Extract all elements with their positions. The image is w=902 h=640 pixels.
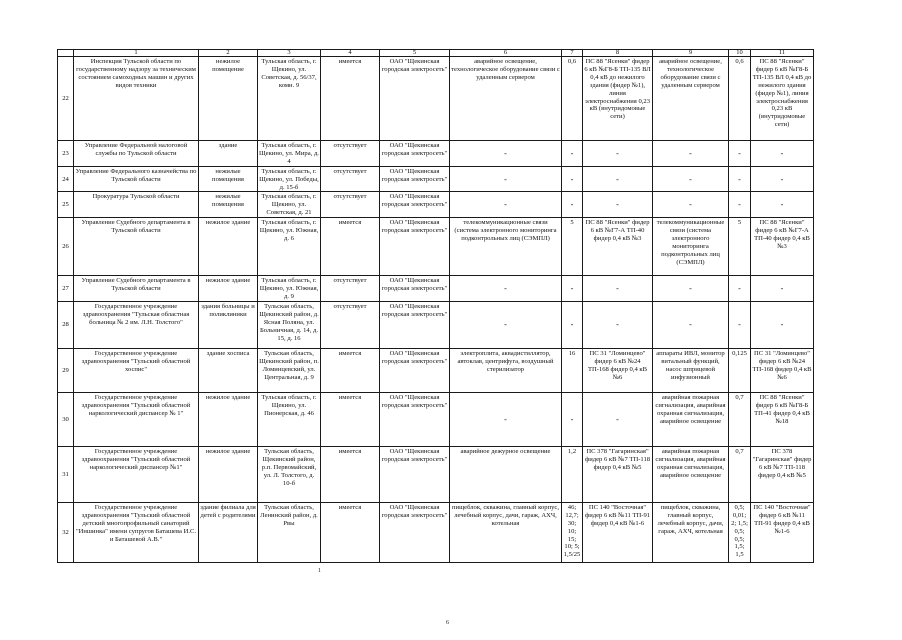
table-cell: 0,125: [729, 348, 751, 392]
row-number-cell: 32: [58, 502, 74, 562]
table-cell: здание филиала для детей с родителями: [199, 502, 258, 562]
table-cell: -: [450, 141, 562, 167]
table-cell: -: [562, 276, 583, 302]
table-row: [58, 57, 814, 141]
row-number-cell: 23: [58, 141, 74, 167]
table-cell: -: [729, 141, 751, 167]
column-number-cell: 2: [199, 50, 258, 57]
table-cell: -: [729, 166, 751, 192]
table-cell: ОАО "Щекинская городская электросеть": [380, 392, 450, 446]
table-cell: Государственное учреждение здравоохранения "Тульский областной хоспис": [74, 348, 199, 392]
table-cell: аварийное освещение, технологическое оборудование связи с удаленным сервером: [653, 57, 729, 141]
row-number-cell: 22: [58, 57, 74, 141]
table-cell: Государственное учреждение здравоохранения "Тульский областной наркологический диспансер №1": [74, 446, 199, 502]
column-number-cell: 11: [751, 50, 814, 57]
row-number-cell: 27: [58, 276, 74, 302]
table-cell: Инспекция Тульской области по государственному надзору за техническим состоянием самоходных машин и других видов техники: [74, 57, 199, 141]
table-cell: здание: [199, 141, 258, 167]
table-cell: 0,5; 0,01; 2; 1,5; 0,5; 0,5; 1,5; 1,5: [729, 502, 751, 562]
table-cell: -: [729, 192, 751, 218]
table-cell: аварийное дежурное освещение: [450, 446, 562, 502]
table-cell: нежилое здание: [199, 446, 258, 502]
table-cell: электроплита, аквадистиллятор, автоклав, центрифуга, воздушный стерилизатор: [450, 348, 562, 392]
table-cell: аппараты ИВЛ, монитор витальный функций, насос шприцевой инфузионный: [653, 348, 729, 392]
table-cell: Государственное учреждение здравоохранения "Тульский областной детский многопрофильный санаторий "Иншинка" имени супругов Баташева И.С. и Баташевой А.В.": [74, 502, 199, 562]
table-cell: аварийная пожарная сигнализация, аварийная охранная сигнализация, аварийное освещение: [653, 446, 729, 502]
page-number: 6: [446, 620, 449, 626]
column-number-cell: 5: [380, 50, 450, 57]
column-number-cell: 7: [562, 50, 583, 57]
table-cell: нежилое здание: [199, 392, 258, 446]
table-cell: 16: [562, 348, 583, 392]
table-cell: Управление Судебного департамента в Тульской области: [74, 218, 199, 276]
row-number-cell: 24: [58, 166, 74, 192]
table-cell: 5: [729, 218, 751, 276]
table-cell: -: [583, 192, 653, 218]
table-cell: ПС 378 "Гагаринская" фидер 6 кВ №7 ТП-118 фидер 0,4 кВ №5: [751, 446, 814, 502]
table-cell: телекоммуникационные связи (система электронного мониторинга подконтрольных лиц (СЭМПЛ): [450, 218, 562, 276]
table-cell: имеется: [321, 392, 380, 446]
column-number-cell: 3: [258, 50, 321, 57]
table-cell: аварийная пожарная сигнализация, аварийная охранная сигнализация, аварийное освещение: [653, 392, 729, 446]
table-cell: пищеблок, скважина, главный корпус, лечебный корпус, дачи, гараж, АХЧ, котельная: [450, 502, 562, 562]
table-cell: ОАО "Щекинская городская электросеть": [380, 192, 450, 218]
table-cell: -: [653, 276, 729, 302]
row-number-cell: 31: [58, 446, 74, 502]
row-number-cell: 25: [58, 192, 74, 218]
document-sheet: [57, 49, 814, 563]
table-cell: -: [583, 166, 653, 192]
table-cell: ПС 31 "Ломинцево" фидер 6 кВ №24 ТП-168 фидер 0,4 кВ №6: [751, 348, 814, 392]
table-cell: Тульская область, г. Щекино, ул. Южная, д. 9: [258, 276, 321, 302]
table-cell: ОАО "Щекинская городская электросеть": [380, 446, 450, 502]
table-cell: -: [450, 192, 562, 218]
table-cell: Тульская область, г. Щекино, ул. Южная, д. 6: [258, 218, 321, 276]
table-row: [58, 166, 814, 192]
table-cell: нежилое помещение: [199, 57, 258, 141]
table-cell: нежилые помещения: [199, 166, 258, 192]
column-number-cell: [58, 50, 74, 57]
row-number-cell: 30: [58, 392, 74, 446]
table-cell: ПС 140 "Восточная" фидер 6 кВ №11 ТП-91 фидер 0,4 кВ №1-6: [751, 502, 814, 562]
table-cell: -: [583, 141, 653, 167]
row-number-cell: 26: [58, 218, 74, 276]
table-cell: -: [751, 141, 814, 167]
table-cell: ПС 378 "Гагаринская" фидер 6 кВ №7 ТП-118 фидер 0,4 кВ №5: [583, 446, 653, 502]
table-cell: -: [583, 276, 653, 302]
row-number-cell: 29: [58, 348, 74, 392]
table-cell: отсутствует: [321, 192, 380, 218]
table-cell: нежилое здание: [199, 276, 258, 302]
table-row: [58, 141, 814, 167]
table-cell: Тульская область, Щекинский район, п. Ломинцевский, ул. Центральная, д. 9: [258, 348, 321, 392]
table-cell: ПС 88 "Ясенки" фидер 6 кВ №Г8-Б ТП-135 ВЛ 0,4 кВ до нежилого здания (фидер №1), линия электроснабжения 0,23 кВ (внутридомовые сети): [583, 57, 653, 141]
table-row: [58, 276, 814, 302]
table-cell: ОАО "Щекинская городская электросеть": [380, 166, 450, 192]
table-cell: имеется: [321, 446, 380, 502]
column-number-cell: 9: [653, 50, 729, 57]
table-cell: Управление Федерального казначейства по Тульской области: [74, 166, 199, 192]
table-cell: Прокуратура Тульской области: [74, 192, 199, 218]
table-row: [58, 446, 814, 502]
table-cell: ОАО "Щекинская городская электросеть": [380, 276, 450, 302]
table-cell: -: [751, 192, 814, 218]
table-cell: нежилое здание: [199, 218, 258, 276]
table-cell: -: [653, 141, 729, 167]
table-cell: -: [653, 166, 729, 192]
table-cell: -: [751, 276, 814, 302]
table-cell: ПС 88 "Ясенки" фидер 6 кВ №Г8-Б ТП-41 фидер 0,4 кВ №18: [751, 392, 814, 446]
table-cell: 0,7: [729, 446, 751, 502]
table-cell: -: [653, 192, 729, 218]
table-cell: -: [583, 392, 653, 446]
table-row: [58, 218, 814, 276]
table-cell: 0,6: [729, 57, 751, 141]
table-cell: ОАО "Щекинская городская электросеть": [380, 141, 450, 167]
table-cell: 0,6: [562, 57, 583, 141]
table-row: [58, 502, 814, 562]
table-cell: ПС 31 "Ломинцево" фидер 6 кВ №24 ТП-168 фидер 0,4 кВ №6: [583, 348, 653, 392]
table-cell: ОАО "Щекинская городская электросеть": [380, 502, 450, 562]
table-cell: ПС 88 "Ясенки" фидер 6 кВ №Г7-А ТП-40 фидер 0,4 кВ №3: [751, 218, 814, 276]
table-cell: -: [729, 276, 751, 302]
table-cell: Тульская область, г. Щекино, ул. Пионерская, д. 46: [258, 392, 321, 446]
table-cell: Тульская область, Ленинский район, д. Рвы: [258, 502, 321, 562]
table-cell: имеется: [321, 348, 380, 392]
table-cell: -: [562, 392, 583, 446]
table-cell: ОАО "Щекинская городская электросеть": [380, 348, 450, 392]
table-cell: ПС 88 "Ясенки" фидер 6 кВ №Г7-А ТП-40 фидер 0,4 кВ №3: [583, 218, 653, 276]
table-cell: здания больницы и поликлиники: [199, 301, 258, 348]
table-cell: Тульская область, г. Щекино, ул. Победы, д. 15-б: [259, 167, 319, 191]
column-number-cell: 8: [583, 50, 653, 57]
column-number-cell: 6: [450, 50, 562, 57]
table-cell: -: [450, 166, 562, 192]
table-cell: отсутствует: [321, 141, 380, 167]
table-cell: ОАО "Щекинская городская электросеть": [380, 57, 450, 141]
table-cell: отсутствует: [321, 166, 380, 192]
column-number-cell: 10: [729, 50, 751, 57]
table-cell: -: [450, 392, 562, 446]
table-cell: отсутствует: [321, 301, 380, 348]
table-cell: 1,2: [562, 446, 583, 502]
table-cell: -: [562, 192, 583, 218]
table-cell: 0,7: [729, 392, 751, 446]
table-cell: -: [562, 166, 583, 192]
table-cell: аварийное освещение, технологическое оборудование связи с удаленным сервером: [450, 57, 562, 141]
table-cell: -: [562, 141, 583, 167]
table-cell: Тульская область, г. Щекино, ул. Мира, д. 4: [259, 142, 319, 165]
table-cell: -: [562, 301, 583, 348]
table-cell: ПС 88 "Ясенки" фидер 6 кВ №Г8-Б ТП-135 ВЛ 0,4 кВ до нежилого здания (фидер №1), линия электроснабжения 0,23 кВ (внутридомовые сети): [751, 57, 814, 141]
table-cell: -: [450, 276, 562, 302]
table-cell: имеется: [321, 218, 380, 276]
table-row: [58, 392, 814, 446]
column-number-row: [58, 50, 814, 57]
table-cell: 5: [562, 218, 583, 276]
table-cell: нежилые помещения: [199, 192, 258, 218]
register-table: [57, 49, 814, 563]
table-cell: -: [751, 301, 814, 348]
table-cell: телекоммуникационные связи (система электронного мониторинга подконтрольных лиц (СЭМПЛ): [653, 218, 729, 276]
table-cell: -: [450, 301, 562, 348]
table-cell: ОАО "Щекинская городская электросеть": [380, 301, 450, 348]
table-cell: Государственное учреждение здравоохранения "Тульская областная больница № 2 им. Л.Н. Толстого": [74, 301, 199, 348]
table-cell: Тульская область, Щекинский район, д. Ясная Поляна, ул. Больничная, д. 14, д. 15, д. 16: [258, 301, 321, 348]
table-cell: Тульская область, г. Щекино, ул. Советская, д. 56/37, комн. 9: [258, 57, 321, 141]
table-row: [58, 301, 814, 348]
column-number-cell: 1: [74, 50, 199, 57]
table-cell: отсутствует: [321, 276, 380, 302]
table-row: [58, 192, 814, 218]
table-cell: Управление Судебного департамента в Тульской области: [74, 276, 199, 302]
table-cell: имеется: [321, 502, 380, 562]
table-cell: -: [751, 166, 814, 192]
column-number-cell: 4: [321, 50, 380, 57]
table-cell: ПС 140 "Восточная" фидер 6 кВ №11 ТП-91 фидер 0,4 кВ №1-6: [583, 502, 653, 562]
table-cell: 46; 12,7; 30; 10; 15; 10; 5; 1,5/25: [562, 502, 583, 562]
table-cell: -: [583, 301, 653, 348]
page-mark: 1: [318, 568, 321, 574]
table-cell: пищеблок, скважина, главный корпус, лечебный корпус, дачи, гараж, АХЧ, котельная: [653, 502, 729, 562]
table-cell: Управление Федеральной налоговой службы по Тульской области: [74, 141, 199, 167]
table-cell: Тульская область, г. Щекино, ул. Советская, д. 21: [258, 192, 321, 218]
table-cell: Тульская область, Щекинский район, р.п. Первомайский, ул. Л. Толстого, д. 10-б: [258, 446, 321, 502]
table-cell: -: [653, 301, 729, 348]
table-cell: здание хосписа: [199, 348, 258, 392]
row-number-cell: 28: [58, 301, 74, 348]
table-cell: Государственное учреждение здравоохранения "Тульский областной наркологический диспансер № 1": [74, 392, 199, 446]
table-cell: ОАО "Щекинская городская электросеть": [380, 218, 450, 276]
table-row: [58, 348, 814, 392]
table-cell: -: [729, 301, 751, 348]
table-cell: имеется: [321, 57, 380, 141]
